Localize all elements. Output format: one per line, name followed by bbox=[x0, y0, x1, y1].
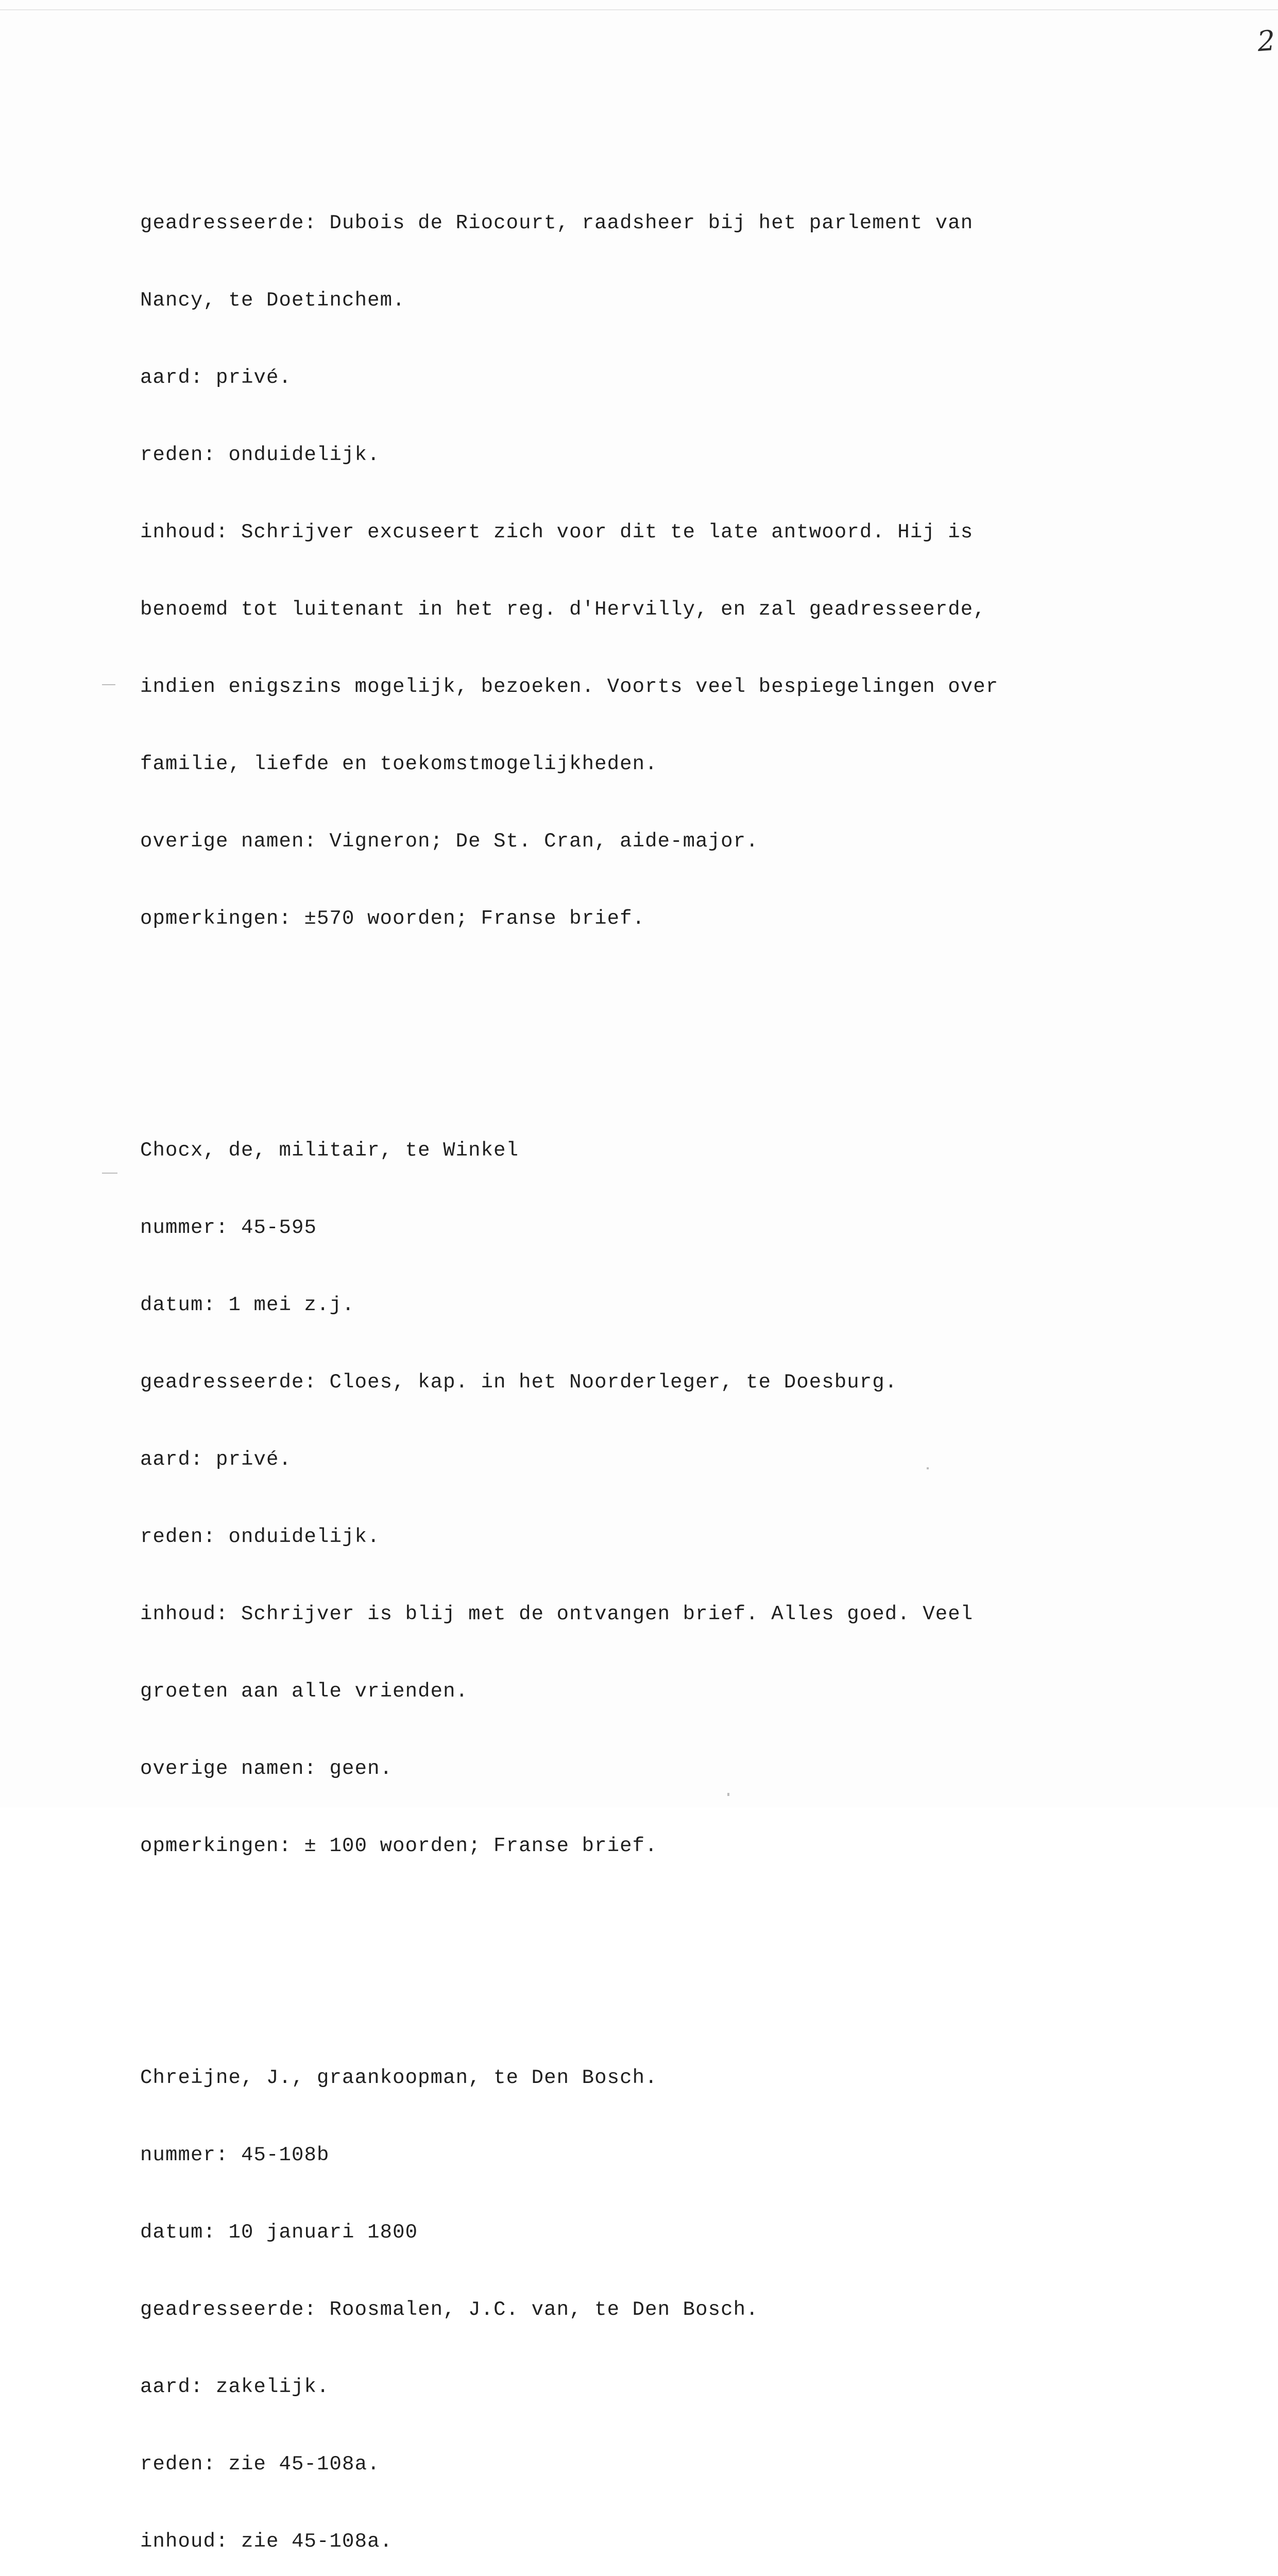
entry-line: inhoud: zie 45-108a. bbox=[140, 2530, 393, 2553]
entry-line: Nancy, te Doetinchem. bbox=[140, 289, 405, 312]
entry-line: nummer: 45-595 bbox=[140, 1216, 317, 1239]
entry-line: familie, liefde en toekomstmogelijkheden. bbox=[140, 753, 658, 775]
entry-line: groeten aan alle vrienden. bbox=[140, 1680, 469, 1703]
entry-line: datum: 10 januari 1800 bbox=[140, 2221, 418, 2244]
letter-entry bbox=[140, 1086, 1119, 1910]
entry-line: aard: privé. bbox=[140, 1448, 292, 1471]
entry-heading: Chreijne, J., graankoopman, te Den Bosch. bbox=[140, 2066, 658, 2089]
entry-line: inhoud: Schrijver is blij met de ontvangen brief. Alles goed. Veel bbox=[140, 1603, 974, 1625]
scan-speck bbox=[102, 684, 115, 685]
letter-index-list bbox=[140, 81, 1119, 2576]
entry-heading: Chocx, de, militair, te Winkel bbox=[140, 1139, 519, 1162]
entry-line: benoemd tot luitenant in het reg. d'Hervilly, en zal geadresseerde, bbox=[140, 598, 986, 621]
letter-entry bbox=[140, 159, 1119, 983]
scan-speck bbox=[102, 1173, 117, 1174]
entry-line: nummer: 45-108b bbox=[140, 2144, 330, 2166]
entry-line: opmerkingen: ± 100 woorden; Franse brief. bbox=[140, 1835, 658, 1857]
entry-line: reden: zie 45-108a. bbox=[140, 2453, 380, 2476]
entry-line: reden: onduidelijk. bbox=[140, 1526, 380, 1548]
entry-line: overige namen: Vigneron; De St. Cran, aide-major. bbox=[140, 830, 759, 853]
entry-line: reden: onduidelijk. bbox=[140, 444, 380, 466]
entry-line: datum: 1 mei z.j. bbox=[140, 1294, 355, 1316]
entry-line: indien enigszins mogelijk, bezoeken. Voorts veel bespiegelingen over bbox=[140, 675, 999, 698]
entry-line: geadresseerde: Dubois de Riocourt, raadsheer bij het parlement van bbox=[140, 212, 974, 234]
entry-line: overige namen: geen. bbox=[140, 1757, 393, 1780]
entry-line: aard: privé. bbox=[140, 366, 292, 389]
entry-line: geadresseerde: Roosmalen, J.C. van, te Den Bosch. bbox=[140, 2298, 759, 2321]
page-number: 2 bbox=[1256, 24, 1276, 58]
scan-edge-line bbox=[0, 9, 1278, 10]
entry-line: aard: zakelijk. bbox=[140, 2376, 330, 2398]
entry-line: geadresseerde: Cloes, kap. in het Noorderleger, te Doesburg. bbox=[140, 1371, 898, 1394]
entry-line: inhoud: Schrijver excuseert zich voor dit te late antwoord. Hij is bbox=[140, 521, 974, 544]
letter-entry bbox=[140, 2013, 1119, 2576]
entry-line: opmerkingen: ±570 woorden; Franse brief. bbox=[140, 907, 645, 930]
